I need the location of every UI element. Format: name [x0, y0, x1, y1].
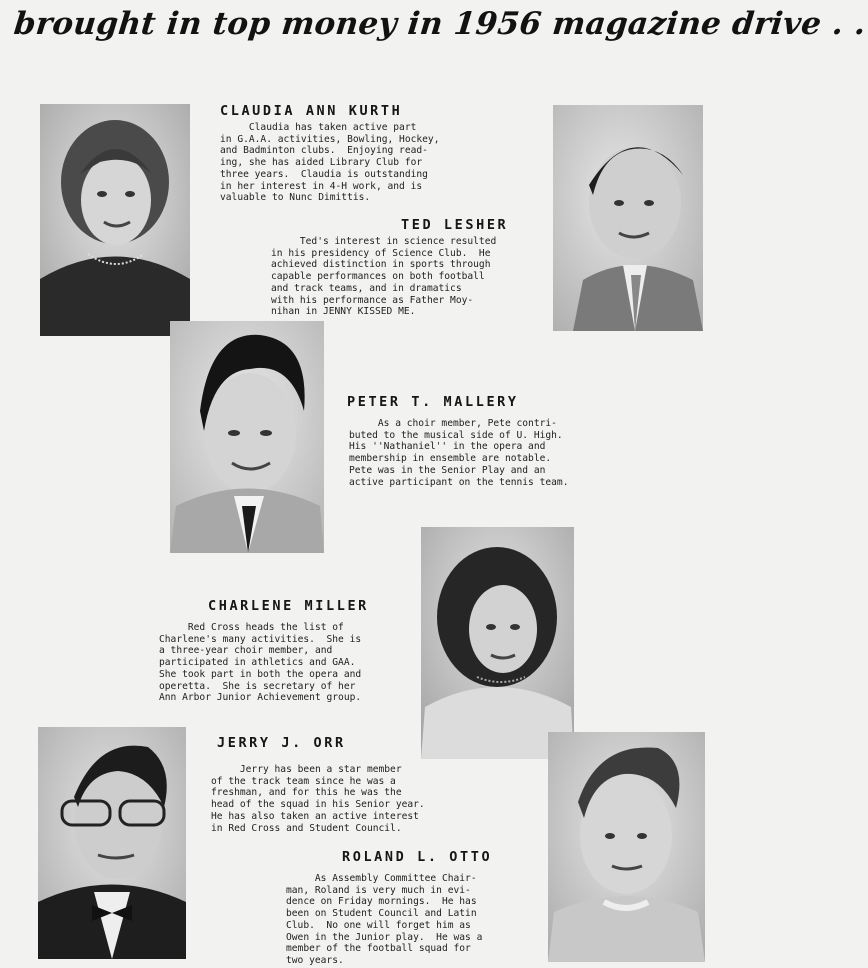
bio-line: As Assembly Committee Chair- — [286, 873, 477, 884]
bio-line: Pete was in the Senior Play and an — [349, 464, 546, 476]
student-bio-jerry-orr — [211, 764, 425, 834]
bio-line: man, Roland is very much in evi- — [286, 884, 471, 896]
student-bio-ted-lesher — [271, 236, 496, 318]
student-name-claudia-kurth: CLAUDIA ANN KURTH — [220, 103, 403, 119]
bio-line: nihan in JENNY KISSED ME. — [271, 306, 416, 318]
bio-line: in Red Cross and Student Council. — [211, 822, 402, 834]
bio-line: two years. — [286, 954, 344, 966]
bio-line: achieved distinction in sports through — [271, 259, 491, 271]
bio-line: Charlene's many activities. She is — [159, 633, 362, 645]
page-headline: brought in top money in 1956 magazine drive . . — [12, 6, 868, 42]
student-bio-charlene-miller — [159, 622, 361, 704]
bio-line: dence on Friday mornings. He has — [286, 896, 477, 908]
bio-line: with his performance as Father Moy- — [271, 294, 474, 306]
student-name-jerry-orr: JERRY J. ORR — [217, 735, 346, 751]
bio-line: ing, she has aided Library Club for — [220, 157, 423, 169]
bio-line: His ''Nathaniel'' in the opera and — [349, 441, 546, 453]
bio-line: and track teams, and in dramatics — [271, 282, 462, 294]
bio-line: valuable to Nunc Dimittis. — [220, 192, 371, 204]
portrait-claudia-kurth — [40, 104, 190, 336]
bio-line: a three-year choir member, and — [159, 645, 333, 657]
student-bio-peter-mallery — [349, 418, 569, 488]
bio-line: head of the squad in his Senior year. — [211, 799, 425, 811]
bio-line: She took part in both the opera and — [159, 668, 362, 680]
bio-line: Claudia has taken active part — [220, 122, 417, 133]
bio-line: participated in athletics and GAA. — [159, 657, 356, 669]
bio-line: active participant on the tennis team. — [349, 476, 569, 488]
student-bio-claudia-kurth — [220, 122, 440, 204]
bio-line: three years. Claudia is outstanding — [220, 168, 428, 180]
bio-line: capable performances on both football — [271, 271, 485, 283]
portrait-charlene-miller — [421, 527, 574, 759]
portrait-roland-otto — [548, 732, 705, 962]
student-name-roland-otto: ROLAND L. OTTO — [342, 849, 493, 865]
bio-line: operetta. She is secretary of her — [159, 680, 356, 692]
bio-line: As a choir member, Pete contri- — [349, 418, 557, 429]
bio-line: He has also taken an active interest — [211, 810, 419, 822]
bio-line: in his presidency of Science Club. He — [271, 247, 491, 259]
student-bio-roland-otto — [286, 873, 482, 967]
bio-line: been on Student Council and Latin — [286, 908, 477, 920]
bio-line: Jerry has been a star member — [211, 764, 402, 775]
student-name-peter-mallery: PETER T. MALLERY — [347, 394, 519, 410]
bio-line: in her interest in 4-H work, and is — [220, 180, 423, 192]
bio-line: buted to the musical side of U. High. — [349, 429, 563, 441]
bio-line: of the track team since he was a — [211, 775, 396, 787]
student-name-charlene-miller: CHARLENE MILLER — [208, 598, 369, 614]
bio-line: Ann Arbor Junior Achievement group. — [159, 692, 362, 704]
portrait-jerry-orr — [38, 727, 186, 959]
bio-line: Owen in the Junior play. He was a — [286, 931, 483, 943]
bio-line: in G.A.A. activities, Bowling, Hockey, — [220, 133, 440, 145]
portrait-peter-mallery — [170, 321, 324, 553]
student-name-ted-lesher: TED LESHER — [401, 217, 509, 233]
bio-line: Club. No one will forget him as — [286, 919, 471, 931]
portrait-ted-lesher — [553, 105, 703, 331]
bio-line: Ted's interest in science resulted — [271, 236, 497, 247]
bio-line: and Badminton clubs. Enjoying read- — [220, 145, 428, 157]
bio-line: freshman, and for this he was the — [211, 787, 402, 799]
bio-line: membership in ensemble are notable. — [349, 453, 552, 465]
bio-line: Red Cross heads the list of — [159, 622, 344, 633]
bio-line: member of the football squad for — [286, 943, 471, 955]
